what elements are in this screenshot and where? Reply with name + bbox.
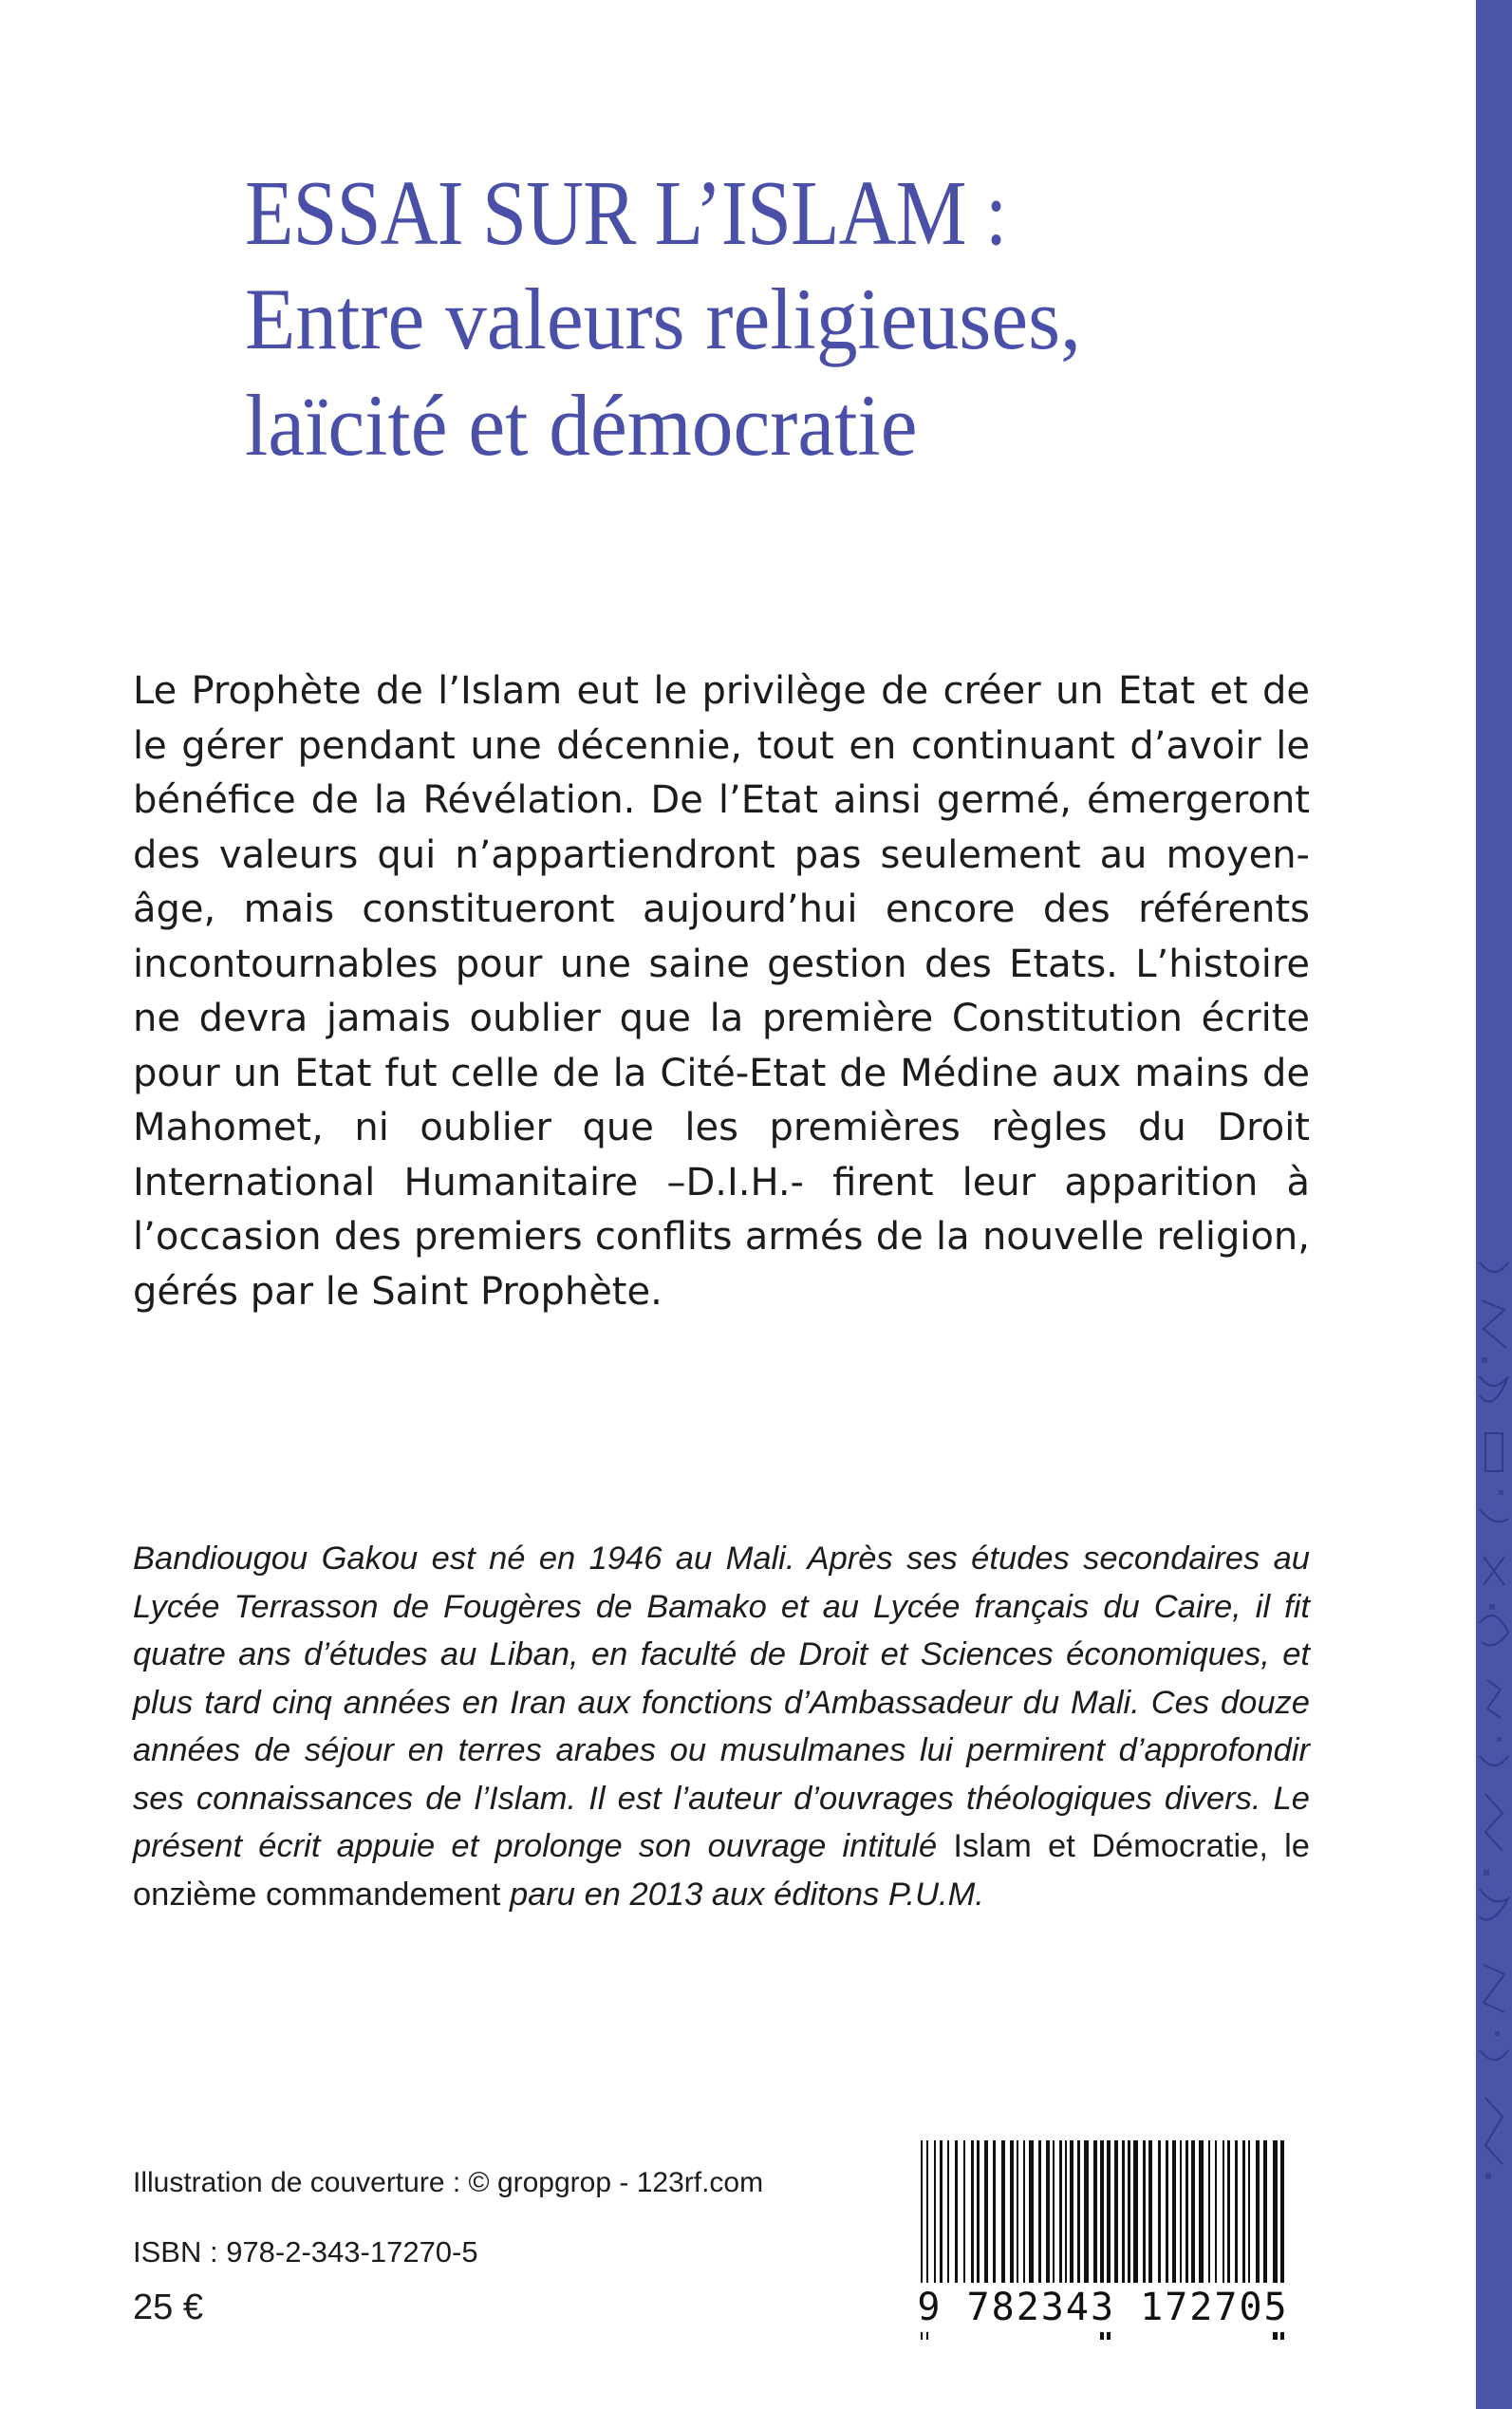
barcode-bar <box>1215 2140 1217 2283</box>
title-subtitle-line2: laïcité et démocratie <box>245 377 918 474</box>
barcode-bar <box>1256 2140 1260 2283</box>
barcode-bar <box>1227 2140 1230 2283</box>
barcode-bar <box>1010 2140 1014 2283</box>
barcode-bar <box>1263 2140 1267 2283</box>
barcode-bar <box>1143 2140 1146 2283</box>
barcode-bar <box>1053 2140 1055 2283</box>
barcode-digits: 9 782343 172705 <box>913 2283 1293 2332</box>
barcode-bar <box>1029 2140 1034 2283</box>
barcode-bar <box>1065 2140 1067 2283</box>
barcode-bar <box>1166 2140 1168 2283</box>
author-bio-tail: paru en 2013 aux éditons P.U.M. <box>500 1876 984 1913</box>
barcode-bar <box>1038 2140 1041 2283</box>
author-bio-text: Bandiougou Gakou est né en 1946 au Mali. Après ses études secondaires au Lycée Terrasson de Fougères de Bamako et au Lycée français du Caire, il fit quatre ans d’études au Liban, en faculté de Droit et Sciences économiques, et plus tard cinq années en Iran aux fonctions d’Ambassadeur du Mali. Ces douze années de séjour en terres arabes ou musulmanes lui permirent d’approfondir ses connaissances de l’Islam. Il est l’auteur d’ouvrages théologiques divers. Le présent écrit appuie et prolonge son ouvrage intitulé <box>133 1541 1310 1864</box>
barcode-bar <box>1180 2140 1182 2283</box>
barcode-bar <box>971 2140 974 2283</box>
author-biography <box>133 1535 1310 1918</box>
barcode-bar <box>1122 2140 1125 2283</box>
barcode-bar <box>1133 2140 1138 2283</box>
barcode-bar <box>1242 2140 1245 2283</box>
cover-spine-strip <box>1476 0 1512 2409</box>
barcode-bar <box>934 2140 936 2283</box>
barcode-bar <box>1235 2140 1238 2283</box>
barcode-bar <box>1128 2140 1130 2283</box>
barcode-bar <box>940 2140 943 2283</box>
barcode-bar <box>984 2140 988 2283</box>
book-title <box>245 161 1289 478</box>
barcode-bar <box>977 2140 980 2283</box>
isbn-number: ISBN : 978-2-343-17270-5 <box>133 2235 478 2269</box>
barcode-bar <box>1114 2140 1118 2283</box>
barcode-bar <box>963 2140 965 2283</box>
barcode-bar <box>1023 2140 1025 2283</box>
barcode-bar <box>1001 2140 1005 2283</box>
barcode-bar <box>1070 2140 1073 2283</box>
title-main: ESSAI SUR L’ISLAM : <box>245 162 1007 265</box>
barcode-bar <box>1084 2140 1089 2283</box>
barcode-bar <box>1172 2140 1176 2283</box>
barcode-bar <box>1059 2140 1062 2283</box>
barcode-bar <box>1077 2140 1080 2283</box>
book-summary: Le Prophète de l’Islam eut le privilège de créer un Etat et de le gérer pendant une décennie, tout en continuant d’avoir le bénéfice de la Révélation. De l’Etat ainsi germé, émergeront des valeurs qui n’appartiendront pas seulement au moyen-âge, mais constitueront aujourd’hui encore des référents incontournables pour une saine gestion des Etats. L’histoire ne devra jamais oublier que la première Constitution écrite pour un Etat fut celle de la Cité-Etat de Médine aux mains de Mahomet, ni oublier que les premières règles du Droit International Humanitaire –D.I.H.- firent leur apparition à l’occasion des premiers conflits armés de la nouvelle religion, gérés par le Saint Prophète. <box>133 669 1310 1314</box>
barcode-bar <box>1148 2140 1152 2283</box>
barcode-bar <box>1199 2140 1204 2283</box>
barcode-bar <box>1017 2140 1018 2283</box>
barcode-bar <box>1223 2140 1224 2283</box>
barcode-bar <box>1191 2140 1195 2283</box>
price: 25 € <box>133 2288 203 2327</box>
barcode-bar <box>947 2140 949 2283</box>
title-subtitle-line1: Entre valeurs religieuses, <box>245 271 1081 367</box>
barcode-bar <box>1248 2140 1250 2283</box>
barcode-bar <box>1185 2140 1188 2283</box>
referenced-book-title: Islam et Démocratie, le onzième commandement <box>133 1828 1310 1913</box>
barcode-bar <box>1158 2140 1161 2283</box>
barcode-bar <box>1046 2140 1050 2283</box>
spine-illustration <box>1476 1243 1512 2193</box>
barcode-bar <box>955 2140 958 2283</box>
barcode-bar <box>993 2140 996 2283</box>
barcode-bar <box>1093 2140 1097 2283</box>
illustration-credit: Illustration de couverture : © gropgrop - 123rf.com <box>133 2167 764 2198</box>
barcode-bar <box>1208 2140 1210 2283</box>
